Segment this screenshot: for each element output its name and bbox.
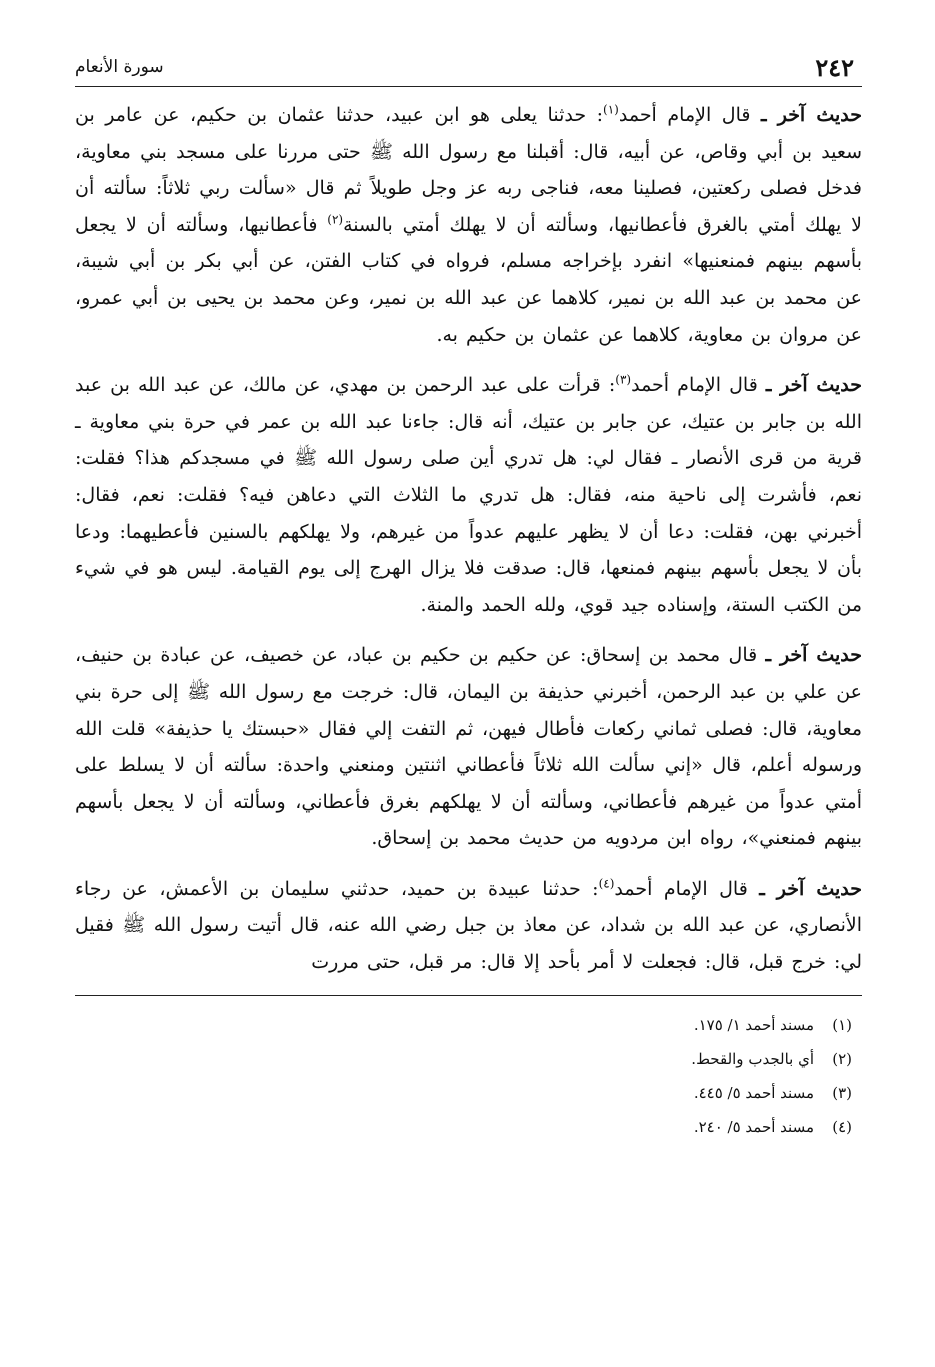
footnote-number: (٤) <box>832 1117 852 1136</box>
section-label: حديث آخر ـ <box>765 374 862 397</box>
footnote-ref[interactable]: (٣) <box>615 372 632 387</box>
running-title: سورة الأنعام <box>75 57 164 77</box>
hadith-paragraph <box>75 97 862 353</box>
narration-lead: قال الإمام أحمد <box>618 104 762 126</box>
page <box>75 48 862 1348</box>
section-label: حديث آخر ـ <box>761 104 862 126</box>
narration-text: : قرأت على عبد الرحمن بن مهدي، عن مالك، عن عبد الله بن عبد الله بن جابر بن عتيك، عن جابر بن عتيك، أنه قال: جاءنا عبد الله بن عمر في حرة بني معاوية ـ قرية من قرى الأنصار ـ فقال لي: هل تدري أين صلى رسول الله ﷺ في مسجدكم هذا؟ فقلت: نعم، فأشرت إلى ناحية منه، فقال: هل تدري ما الثلاث التي دعاهن فيه؟ فقلت: نعم، فقال: أخبرني بهن، فقلت: دعا أن لا يظهر عليهم عدواً من غيرهم، ولا يهلكهم بالسنين فأعطيهما: ودعا بأن لا يجعل بأسهم بينهم فمنعها، قال: صدقت فلا يزال الهرج إلى يوم القيامة. ليس هو في شيء من الكتب الستة، وإسناده جيد قوي، ولله الحمد والمنة. <box>75 374 862 616</box>
narration-text: : حدثنا يعلى هو ابن عبيد، حدثنا عثمان بن حكيم، عن عامر بن سعيد بن أبي وقاص، عن أبيه، قال: أقبلنا مع رسول الله ﷺ حتى مررنا على مسجد بني معاوية، فدخل فصلى ركعتين، فصلينا معه، فناجى ربه عز وجل طويلاً ثم قال «سألت ربي ثلاثاً: سألته أن لا يهلك أمتي بالغرق فأعطانيها، وسألته أن لا يهلك أمتي بالسنة <box>75 104 862 236</box>
footnote-divider <box>75 995 862 996</box>
footnote-text: أي بالجدب والقحط. <box>691 1049 814 1068</box>
narration-text: : حدثنا عبيدة بن حميد، حدثني سليمان بن الأعمش، عن رجاء الأنصاري، عن عبد الله بن شداد، عن معاذ بن جبل رضي الله عنه، قال أتيت رسول الله ﷺ فقيل لي: خرج قبل، قال: فجعلت لا أمر بأحد إلا قال: مر قبل، حتى مررت <box>75 877 862 974</box>
narration-lead: قال الإمام أحمد <box>631 374 766 397</box>
hadith-paragraph <box>75 637 862 857</box>
footnote-number: (٣) <box>832 1083 852 1102</box>
narration-text: فأعطانيها، وسألته أن لا يجعل بأسهم بينهم فمنعنيها» انفرد بإخراجه مسلم، فرواه في كتاب الفتن، عن أبي بكر بن أبي شيبة، عن محمد بن عبد الله بن نمير، كلاهما عن عبد الله بن نمير، وعن محمد بن يحيى بن أبي عمرو، عن مروان بن معاوية، كلاهما عن عثمان بن حكيم به. <box>75 213 862 346</box>
hadith-paragraph <box>75 367 862 623</box>
footnote-text: مسند أحمد ٥/ ٤٤٥. <box>693 1083 814 1102</box>
footnote-item <box>75 1110 862 1144</box>
page-number: ٢٤٢ <box>815 53 854 82</box>
footnote-item <box>75 1042 862 1076</box>
footnote-number: (٢) <box>832 1049 852 1068</box>
footnote-ref[interactable]: (١) <box>603 102 619 117</box>
footnote-item <box>75 1008 862 1042</box>
section-label: حديث آخر ـ <box>759 877 862 900</box>
footnote-item <box>75 1076 862 1110</box>
footnote-number: (١) <box>832 1015 852 1034</box>
footnote-text: مسند أحمد ٥/ ٢٤٠. <box>693 1117 814 1136</box>
narration-lead: قال محمد بن إسحاق <box>586 644 766 667</box>
page-header <box>75 48 862 87</box>
main-text <box>75 97 862 981</box>
narration-text: : عن حكيم بن حكيم بن عباد، عن خصيف، عن عبادة بن حنيف، عن علي بن عبد الرحمن، أخبرني حذيفة بن اليمان، قال: خرجت مع رسول الله ﷺ إلى حرة بني معاوية، قال: فصلى ثماني ركعات فأطال فيهن، ثم التفت إلي فقال «حبستك يا حذيفة» قلت الله ورسوله أعلم، قال «إني سألت الله ثلاثاً فأعطاني اثنتين ومنعني واحدة: سألته أن لا يسلط على أمتي عدواً من غيرهم فأعطاني، وسألته أن لا يهلكهم بغرق فأعطاني، وسألته أن لا يجعل بأسهم بينهم فمنعني»، رواه ابن مردويه من حديث محمد بن إسحاق. <box>75 644 862 850</box>
hadith-paragraph <box>75 871 862 981</box>
footnote-ref[interactable]: (٢) <box>327 212 344 227</box>
footnote-text: مسند أحمد ١/ ١٧٥. <box>693 1015 814 1034</box>
footnote-ref[interactable]: (٤) <box>598 876 615 891</box>
section-label: حديث آخر ـ <box>765 644 862 667</box>
narration-lead: قال الإمام أحمد <box>614 877 760 900</box>
footnotes <box>75 1008 862 1144</box>
